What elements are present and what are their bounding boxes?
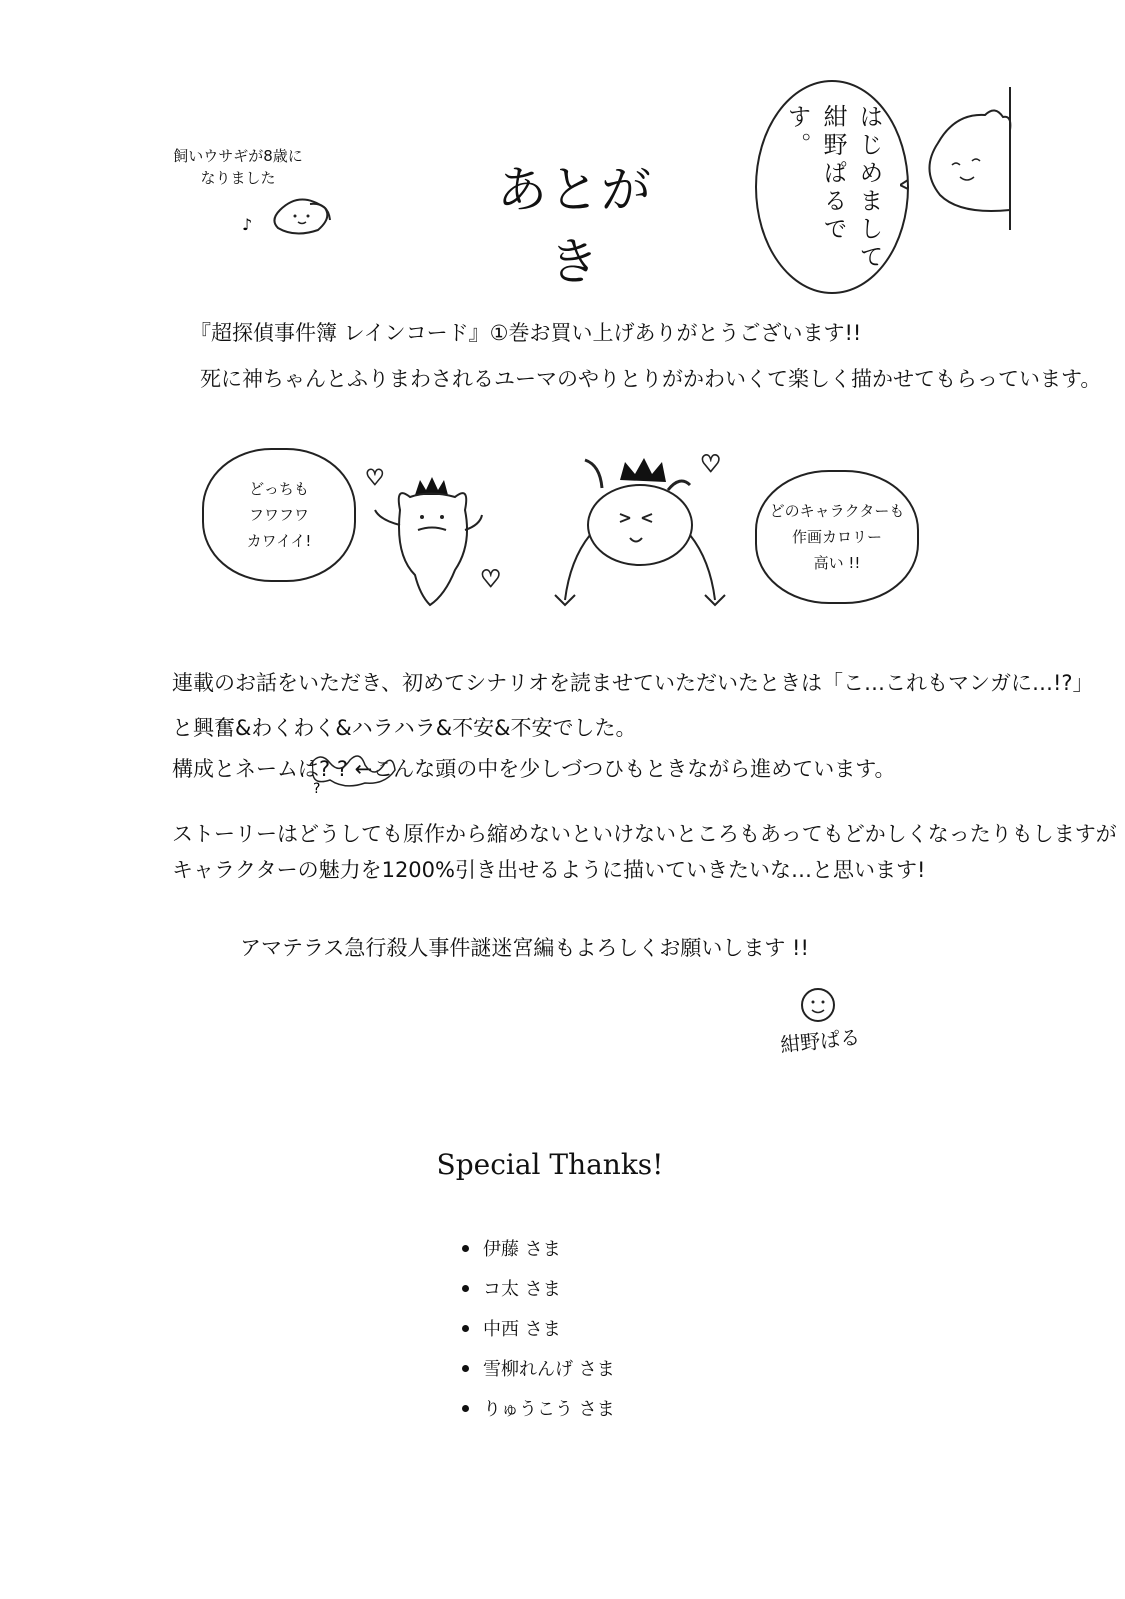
bullet-icon bbox=[462, 1405, 469, 1412]
closing-line: アマテラス急行殺人事件謎迷宮編もよろしくお願いします !! bbox=[240, 936, 809, 960]
bullet-icon bbox=[462, 1365, 469, 1372]
rabbit-note bbox=[168, 145, 308, 189]
thanks-name: 伊藤 さま bbox=[483, 1239, 561, 1260]
bubble-left-line-1: どっちも bbox=[249, 480, 309, 498]
scribble-icon bbox=[305, 745, 400, 795]
body-line-5: キャラクターの魅力を1200%引き出せるように描いていきたいな…と思います! bbox=[172, 858, 926, 882]
greeting-bubble bbox=[755, 80, 909, 294]
thanks-name: 中西 さま bbox=[483, 1319, 561, 1340]
bubble-right-line-1: どのキャラクターも bbox=[769, 502, 905, 520]
greeting-line-2: 紺野ぱるです。 bbox=[783, 104, 847, 244]
shinigami-character-icon bbox=[540, 450, 740, 615]
svg-text:♡: ♡ bbox=[480, 565, 502, 593]
body-line-1: 連載のお話をいただき、初めてシナリオを読ませていただいたときは「こ…これもマンガに…!?」 bbox=[172, 671, 1094, 695]
bubble-left bbox=[202, 448, 356, 582]
svg-text:♡: ♡ bbox=[365, 466, 385, 491]
bullet-icon bbox=[462, 1325, 469, 1332]
bubble-right-line-3: 高い !! bbox=[813, 554, 861, 572]
list-item bbox=[462, 1308, 615, 1348]
author-avatar-icon bbox=[900, 85, 1025, 230]
thanks-list bbox=[462, 1228, 615, 1428]
svg-text:♪: ♪ bbox=[242, 215, 253, 234]
thanks-title: Special Thanks! bbox=[436, 1148, 664, 1181]
signature bbox=[770, 985, 890, 1065]
rabbit-doodle-icon bbox=[240, 190, 340, 240]
list-item bbox=[462, 1348, 615, 1388]
bullet-icon bbox=[462, 1245, 469, 1252]
intro-line-2: 死に神ちゃんとふりまわされるユーマのやりとりがかわいくて楽しく描かせてもらっています。 bbox=[200, 367, 1102, 391]
ghost-character-icon bbox=[360, 455, 525, 620]
bullet-icon bbox=[462, 1285, 469, 1292]
intro-line-1: 『超探偵事件簿 レインコード』①巻お買い上げありがとうございます!! bbox=[190, 321, 862, 345]
signature-text: 紺野ぱる bbox=[779, 1024, 862, 1058]
list-item bbox=[462, 1388, 615, 1428]
svg-text:♡: ♡ bbox=[700, 450, 722, 478]
list-item bbox=[462, 1228, 615, 1268]
body-line-3: 構成とネームは? ? ←こんな頭の中を少しづつひもときながら進めています。 bbox=[172, 757, 896, 781]
bubble-left-line-3: カワイイ! bbox=[246, 532, 312, 550]
thanks-name: コ太 さま bbox=[483, 1279, 561, 1300]
body-line-4: ストーリーはどうしても原作から縮めないといけないところもあってもどかしくなったりもしますが bbox=[172, 822, 1117, 846]
greeting-text bbox=[777, 104, 887, 274]
body-line-2: と興奮&わくわく&ハラハラ&不安&不安でした。 bbox=[172, 716, 637, 740]
list-item bbox=[462, 1268, 615, 1308]
bubble-left-line-2: フワフワ bbox=[248, 506, 309, 524]
svg-text:?: ? bbox=[313, 781, 321, 795]
greeting-line-1: はじめまして bbox=[855, 104, 883, 272]
thanks-name: 雪柳れんげ さま bbox=[483, 1359, 615, 1380]
thanks-name: りゅうこう さま bbox=[483, 1399, 615, 1420]
page-title: あとがき bbox=[497, 161, 653, 291]
rabbit-note-line-2: なりました bbox=[200, 169, 276, 187]
rabbit-note-line-1: 飼いウサギが8歳に bbox=[173, 147, 303, 165]
bubble-right bbox=[755, 470, 919, 604]
bubble-right-line-2: 作画カロリー bbox=[791, 528, 882, 546]
